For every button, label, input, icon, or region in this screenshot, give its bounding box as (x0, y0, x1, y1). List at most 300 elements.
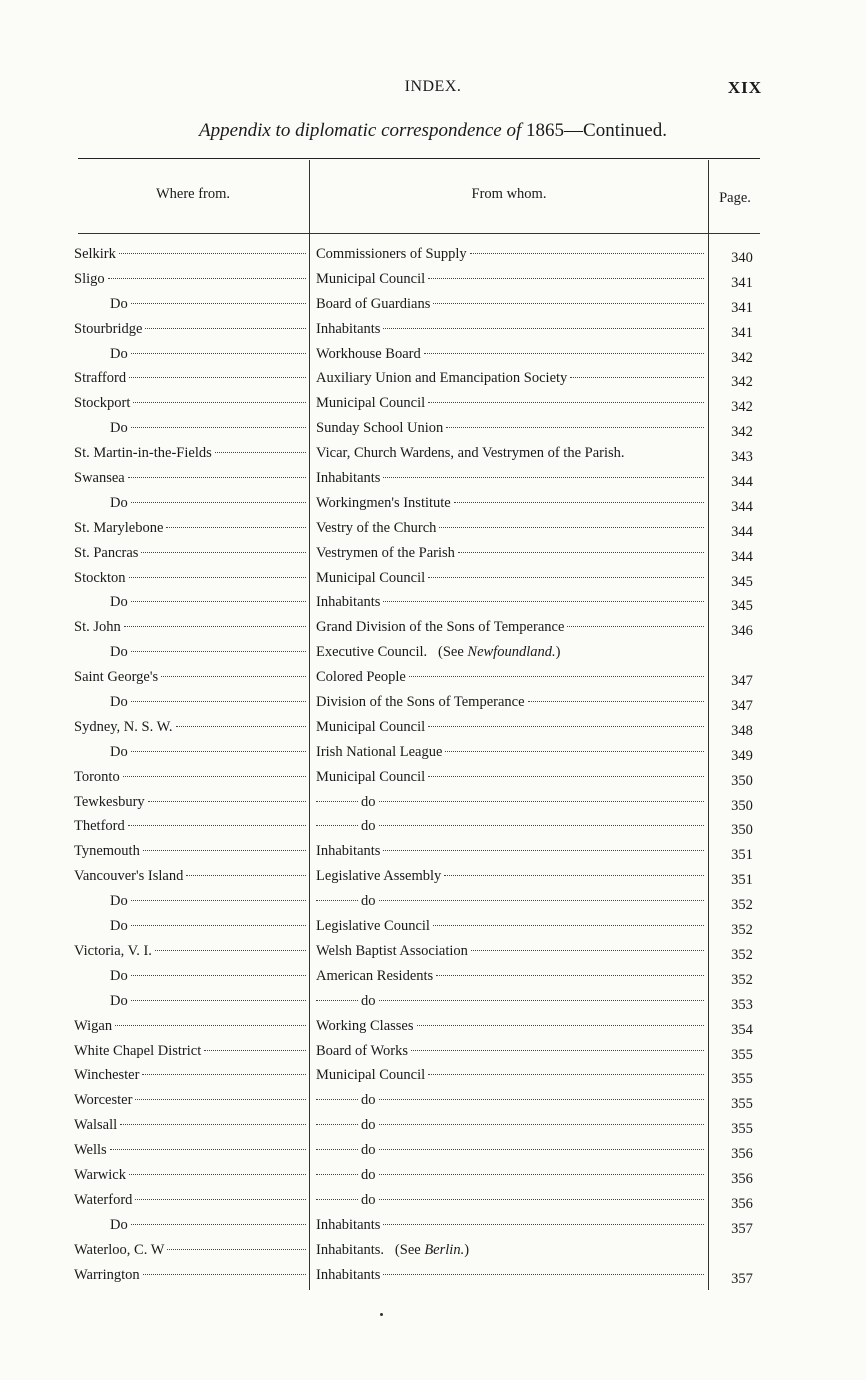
dot-leader (131, 751, 306, 752)
dot-leader (131, 900, 306, 901)
page-number-cell: 349 (731, 747, 753, 764)
dot-leader (383, 1274, 704, 1275)
dot-leader (129, 377, 306, 378)
where-from-text: Do (110, 295, 128, 312)
page-number-cell: 344 (731, 498, 753, 515)
where-from-text: Worcester (74, 1092, 133, 1109)
where-from-text: Stockport (74, 395, 131, 412)
from-whom-cell (316, 1043, 704, 1065)
where-from-text: Wells (74, 1142, 107, 1159)
page-number-cell: 342 (731, 424, 753, 441)
page-number-cell (718, 1246, 766, 1268)
dot-leader (204, 1050, 306, 1051)
subtitle-italic: Appendix to diplomatic correspondence of (199, 120, 522, 141)
page-number-cell: 351 (731, 872, 753, 889)
dot-leader (379, 1199, 705, 1200)
from-whom-cell (316, 520, 704, 542)
table-row (0, 744, 866, 769)
page-number-cell: 341 (731, 324, 753, 341)
from-whom-text: Legislative Assembly (316, 868, 442, 885)
from-whom-text: Workingmen's Institute (316, 494, 451, 511)
dot-leader (379, 801, 705, 802)
where-from-cell (74, 893, 306, 915)
table-row (0, 271, 866, 296)
table-row (0, 296, 866, 321)
table-row (0, 818, 866, 843)
dot-leader (135, 1099, 306, 1100)
where-from-text: Stourbridge (74, 320, 143, 337)
where-from-text: Swansea (74, 470, 125, 487)
where-from-cell (74, 495, 306, 517)
where-from-text: Selkirk (74, 246, 116, 262)
dot-leader (166, 527, 306, 528)
dot-leader (131, 303, 306, 304)
page-number-cell: 355 (731, 1046, 753, 1063)
from-whom-text: Commissioners of Supply (316, 246, 467, 262)
from-whom-cell (316, 246, 704, 268)
where-from-text: Sydney, N. S. W. (74, 718, 173, 735)
table-row (0, 719, 866, 744)
dot-leader (215, 452, 306, 453)
page-number-cell: 352 (731, 971, 753, 988)
from-whom-cell (316, 1092, 704, 1114)
page-number-cell: 352 (731, 946, 753, 963)
dot-leader (444, 875, 704, 876)
table-row (0, 470, 866, 495)
where-from-cell (74, 1142, 306, 1164)
ditto-leader (316, 1174, 358, 1175)
dot-leader (379, 1149, 705, 1150)
dot-leader (379, 900, 705, 901)
page-number-cell: 353 (731, 996, 753, 1013)
column-header-where-from: Where from. (155, 186, 231, 202)
table-row (0, 445, 866, 470)
dot-leader (471, 950, 704, 951)
where-from-text: Do (110, 918, 128, 935)
from-whom-cell (316, 794, 704, 816)
column-header-from-whom: From whom. (471, 186, 547, 202)
dot-leader (470, 253, 704, 254)
dot-leader (131, 601, 306, 602)
page-number-cell: 356 (731, 1146, 753, 1163)
where-from-cell (74, 470, 306, 492)
ink-dot (380, 1313, 383, 1316)
dot-leader (186, 875, 306, 876)
page-number-cell: 345 (731, 573, 753, 590)
from-whom-text: Sunday School Union (316, 420, 444, 437)
from-whom-cell (316, 296, 704, 318)
page-number-cell: 355 (731, 1096, 753, 1113)
dot-leader (379, 1174, 705, 1175)
table-row (0, 545, 866, 570)
cross-reference-italic: Newfoundland. (467, 644, 556, 661)
dot-leader (379, 825, 705, 826)
from-whom-cell (316, 893, 704, 915)
table-row (0, 918, 866, 943)
from-whom-cell (316, 943, 704, 965)
page-number-cell: 347 (731, 673, 753, 690)
where-from-cell (74, 1043, 306, 1065)
dot-leader (148, 801, 306, 802)
where-from-text: Do (110, 345, 128, 362)
from-whom-text: Inhabitants (316, 1266, 381, 1283)
where-from-cell (74, 1242, 306, 1264)
table-top-rule (78, 158, 760, 159)
table-row (0, 694, 866, 719)
where-from-text: Waterford (74, 1191, 133, 1208)
table-row (0, 395, 866, 420)
where-from-text: Do (110, 420, 128, 437)
page-number-cell: 350 (731, 797, 753, 814)
where-from-cell (74, 570, 306, 592)
from-whom-text: Irish National League (316, 743, 443, 760)
table-row (0, 1067, 866, 1092)
where-from-cell (74, 1117, 306, 1139)
from-whom-cell (316, 346, 704, 368)
dot-leader (115, 1025, 306, 1026)
from-whom-text: do (361, 992, 376, 1009)
table-row (0, 843, 866, 868)
page-number-cell: 342 (731, 374, 753, 391)
dot-leader (128, 825, 306, 826)
from-whom-cell (316, 1242, 704, 1264)
where-from-cell (74, 794, 306, 816)
table-row (0, 520, 866, 545)
table-row (0, 570, 866, 595)
page-number-cell: 357 (731, 1270, 753, 1287)
dot-leader (379, 1124, 705, 1125)
ditto-leader (316, 1000, 358, 1001)
column-header-page: Page. (719, 190, 751, 206)
table-row (0, 1167, 866, 1192)
cross-reference-close: ) (555, 644, 561, 661)
where-from-cell (74, 1217, 306, 1239)
dot-leader (133, 402, 306, 403)
table-row (0, 794, 866, 819)
table-row (0, 868, 866, 893)
from-whom-cell (316, 545, 704, 567)
table-row (0, 495, 866, 520)
where-from-text: Do (110, 743, 128, 760)
where-from-text: Do (110, 1216, 128, 1233)
where-from-text: Tynemouth (74, 843, 140, 860)
where-from-cell (74, 1067, 306, 1089)
from-whom-text: Municipal Council (316, 270, 426, 287)
table-row (0, 943, 866, 968)
dot-leader (433, 303, 704, 304)
page-number-cell: 355 (731, 1121, 753, 1138)
dot-leader (110, 1149, 306, 1150)
dot-leader (131, 427, 306, 428)
where-from-cell (74, 769, 306, 791)
page-number-cell: 344 (731, 523, 753, 540)
dot-leader (428, 577, 704, 578)
ditto-leader (316, 1149, 358, 1150)
where-from-cell (74, 545, 306, 567)
table-row (0, 1117, 866, 1142)
dot-leader (124, 626, 306, 627)
where-from-cell (74, 993, 306, 1015)
from-whom-text: Executive Council. (See (316, 644, 468, 661)
dot-leader (128, 477, 306, 478)
where-from-cell (74, 1018, 306, 1040)
dot-leader (143, 850, 306, 851)
dot-leader (428, 776, 704, 777)
from-whom-text: do (361, 893, 376, 910)
page-number-cell: 348 (731, 722, 753, 739)
from-whom-text: Working Classes (316, 1017, 414, 1034)
table-row (0, 993, 866, 1018)
from-whom-cell (316, 495, 704, 517)
where-from-cell (74, 644, 306, 666)
dot-leader (141, 552, 306, 553)
from-whom-text: American Residents (316, 967, 434, 984)
table-row (0, 1018, 866, 1043)
from-whom-text: Legislative Council (316, 918, 430, 935)
from-whom-text: do (361, 1166, 376, 1183)
table-row (0, 644, 866, 669)
page-number-cell: 356 (731, 1195, 753, 1212)
from-whom-text: do (361, 1191, 376, 1208)
dot-leader (409, 676, 704, 677)
where-from-cell (74, 843, 306, 865)
from-whom-cell (316, 769, 704, 791)
from-whom-cell (316, 644, 704, 666)
from-whom-text: Colored People (316, 669, 406, 686)
table-row (0, 619, 866, 644)
from-whom-text: Auxiliary Union and Emancipation Society (316, 370, 568, 387)
cross-reference-italic: Berlin. (424, 1241, 465, 1258)
from-whom-text: Division of the Sons of Temperance (316, 694, 525, 711)
where-from-cell (74, 868, 306, 890)
table-row (0, 1192, 866, 1217)
where-from-text: Do (110, 644, 128, 661)
from-whom-cell (316, 420, 704, 442)
table-header-rule (78, 233, 760, 234)
dot-leader (131, 353, 306, 354)
dot-leader (383, 1224, 704, 1225)
where-from-cell (74, 445, 306, 467)
dot-leader (119, 253, 306, 254)
where-from-cell (74, 1192, 306, 1214)
from-whom-text: Inhabitants (316, 594, 381, 611)
dot-leader (428, 726, 704, 727)
where-from-text: Do (110, 893, 128, 910)
table-body (0, 246, 866, 1291)
from-whom-text: Municipal Council (316, 768, 426, 785)
from-whom-cell (316, 993, 704, 1015)
dot-leader (383, 601, 704, 602)
cross-reference-close: ) (464, 1241, 470, 1258)
from-whom-text: Board of Guardians (316, 295, 431, 312)
from-whom-text: Vestrymen of the Parish (316, 544, 455, 561)
dot-leader (428, 1074, 704, 1075)
table-row (0, 1043, 866, 1068)
where-from-text: Do (110, 594, 128, 611)
page-number-cell (718, 648, 766, 670)
where-from-text: Do (110, 992, 128, 1009)
where-from-text: Tewkesbury (74, 793, 145, 810)
table-row (0, 346, 866, 371)
from-whom-text: do (361, 818, 376, 835)
from-whom-text: Municipal Council (316, 395, 426, 412)
dot-leader (129, 577, 306, 578)
from-whom-cell (316, 370, 704, 392)
page-number-cell: 341 (731, 274, 753, 291)
from-whom-cell (316, 619, 704, 641)
page-number-cell: 354 (731, 1021, 753, 1038)
dot-leader (411, 1050, 704, 1051)
where-from-cell (74, 619, 306, 641)
where-from-text: Vancouver's Island (74, 868, 184, 885)
page-subtitle (0, 120, 866, 142)
from-whom-cell (316, 1142, 704, 1164)
table-header (78, 160, 760, 234)
table-row (0, 321, 866, 346)
ditto-leader (316, 900, 358, 901)
dot-leader (428, 278, 704, 279)
from-whom-text: Municipal Council (316, 718, 426, 735)
from-whom-cell (316, 321, 704, 343)
dot-leader (143, 1274, 306, 1275)
dot-leader (131, 975, 306, 976)
where-from-cell (74, 694, 306, 716)
from-whom-cell (316, 1192, 704, 1214)
where-from-cell (74, 370, 306, 392)
dot-leader (108, 278, 306, 279)
page-number-cell: 357 (731, 1220, 753, 1237)
dot-leader (379, 1000, 705, 1001)
where-from-cell (74, 296, 306, 318)
where-from-text: Victoria, V. I. (74, 942, 152, 959)
where-from-cell (74, 594, 306, 616)
where-from-cell (74, 246, 306, 268)
dot-leader (161, 676, 306, 677)
table-row (0, 893, 866, 918)
from-whom-cell (316, 395, 704, 417)
from-whom-text: do (361, 793, 376, 810)
page-number-cell: 340 (731, 250, 753, 266)
where-from-text: Waterloo, C. W (74, 1241, 165, 1258)
where-from-text: Strafford (74, 370, 127, 387)
from-whom-text: Inhabitants. (See (316, 1241, 425, 1258)
from-whom-text: Grand Division of the Sons of Temperance (316, 619, 565, 636)
where-from-cell (74, 1267, 306, 1289)
dot-leader (131, 1224, 306, 1225)
table-row (0, 246, 866, 271)
from-whom-text: Board of Works (316, 1042, 408, 1059)
from-whom-text: Workhouse Board (316, 345, 421, 362)
table-row (0, 1267, 866, 1292)
dot-leader (458, 552, 704, 553)
where-from-text: Do (110, 694, 128, 711)
where-from-cell (74, 744, 306, 766)
where-from-text: Warrington (74, 1266, 140, 1283)
from-whom-text: Vicar, Church Wardens, and Vestrymen of the Parish. (316, 445, 625, 462)
where-from-cell (74, 271, 306, 293)
dot-leader (142, 1074, 306, 1075)
dot-leader (454, 502, 704, 503)
where-from-text: St. Marylebone (74, 519, 164, 536)
table-row (0, 669, 866, 694)
dot-leader (145, 328, 306, 329)
where-from-cell (74, 818, 306, 840)
dot-leader (131, 1000, 306, 1001)
page-number-cell: 342 (731, 399, 753, 416)
where-from-cell (74, 719, 306, 741)
ditto-leader (316, 801, 358, 802)
from-whom-cell (316, 1018, 704, 1040)
page-number-cell: 341 (731, 299, 753, 316)
dot-leader (120, 1124, 306, 1125)
where-from-cell (74, 321, 306, 343)
from-whom-cell (316, 744, 704, 766)
from-whom-cell (316, 1217, 704, 1239)
from-whom-cell (316, 843, 704, 865)
where-from-text: Do (110, 967, 128, 984)
page-number-cell: 356 (731, 1170, 753, 1187)
where-from-text: Toronto (74, 768, 120, 785)
from-whom-cell (316, 1067, 704, 1089)
where-from-cell (74, 1167, 306, 1189)
from-whom-cell (316, 271, 704, 293)
from-whom-text: Inhabitants (316, 843, 381, 860)
table-row (0, 968, 866, 993)
from-whom-cell (316, 818, 704, 840)
where-from-cell (74, 420, 306, 442)
dot-leader (439, 527, 704, 528)
page-number-cell: 342 (731, 349, 753, 366)
where-from-text: Saint George's (74, 669, 159, 686)
dot-leader (155, 950, 306, 951)
from-whom-cell (316, 1117, 704, 1139)
from-whom-text: Inhabitants (316, 470, 381, 487)
dot-leader (428, 402, 704, 403)
dot-leader (570, 377, 704, 378)
from-whom-cell (316, 669, 704, 691)
table-row (0, 1217, 866, 1242)
dot-leader (131, 701, 306, 702)
from-whom-cell (316, 594, 704, 616)
where-from-text: Wigan (74, 1017, 113, 1034)
where-from-cell (74, 943, 306, 965)
dot-leader (176, 726, 306, 727)
dot-leader (129, 1174, 306, 1175)
where-from-text: White Chapel District (74, 1042, 202, 1059)
where-from-cell (74, 918, 306, 940)
where-from-text: St. Martin-in-the-Fields (74, 445, 212, 462)
page-number-cell: 345 (731, 598, 753, 615)
where-from-cell (74, 346, 306, 368)
from-whom-text: Municipal Council (316, 569, 426, 586)
dot-leader (436, 975, 704, 976)
from-whom-text: do (361, 1092, 376, 1109)
table-row (0, 769, 866, 794)
where-from-text: Stockton (74, 569, 126, 586)
from-whom-text: do (361, 1142, 376, 1159)
dot-leader (446, 427, 704, 428)
dot-leader (123, 776, 306, 777)
where-from-text: Warwick (74, 1166, 126, 1183)
from-whom-cell (316, 968, 704, 990)
page-number: XIX (727, 78, 762, 97)
dot-leader (131, 502, 306, 503)
dot-leader (424, 353, 704, 354)
dot-leader (433, 925, 704, 926)
page-number-cell: 352 (731, 897, 753, 914)
where-from-text: Winchester (74, 1067, 140, 1084)
table-row (0, 420, 866, 445)
